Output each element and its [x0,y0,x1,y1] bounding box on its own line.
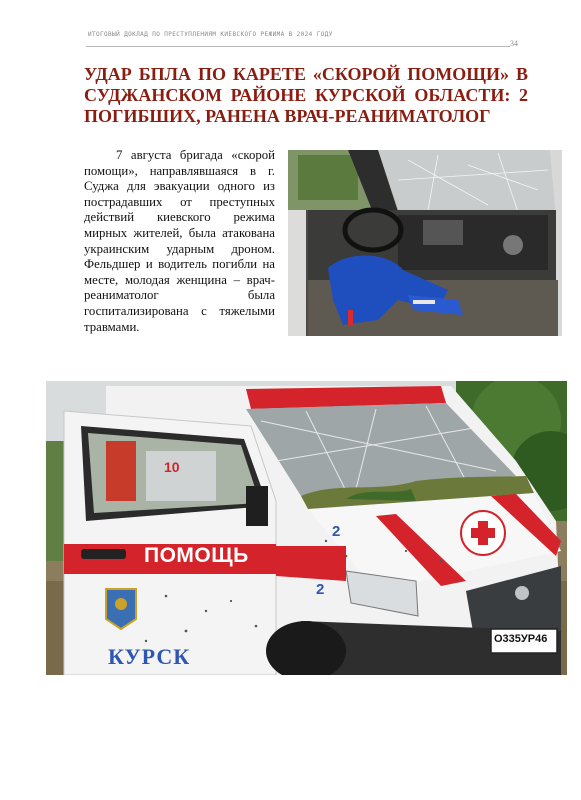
hood-unit-number: 2 [332,523,341,540]
front-unit-number: 2 [316,581,325,598]
photo-ambulance-exterior [46,381,567,675]
photo-ambulance-interior [288,150,562,336]
ambulance-photo-drawing [46,381,567,675]
door-label-kursk: КУРСК [108,644,191,669]
running-header: ИТОГОВЫЙ ДОКЛАД ПО ПРЕСТУПЛЕНИЯМ КИЕВСКОГО РЕЖИМА В 2024 ГОДУ [88,31,333,38]
page-title: УДАР БПЛА ПО КАРЕТЕ «СКОРОЙ ПОМОЩИ» В СУДЖАНСКОМ РАЙОНЕ КУРСКОЙ ОБЛАСТИ: 2 ПОГИБШИХ, РАНЕНА ВРАЧ-РЕАНИМАТОЛОГ [84,64,528,126]
license-plate: О335УР46 [494,633,548,645]
article-body [84,148,275,335]
interior-photo-drawing [288,150,562,336]
header-rule [86,46,510,47]
door-label-pomosch: ПОМОЩЬ [144,544,249,567]
article-body-text: 7 августа бригада «скорой помощи», направлявшаяся в г. Суджа для эвакуации одного из пострадавших от преступных действий киевского режима мирных жителей, была атакована украинским ударным дроном. Фельдшер и водитель погибли на месте, молодая женщина – врач-реаниматолог была госпитализирована с тяжелыми травмами. [84,148,275,334]
side-number: 10 [164,459,180,475]
page-number: 34 [510,39,518,48]
